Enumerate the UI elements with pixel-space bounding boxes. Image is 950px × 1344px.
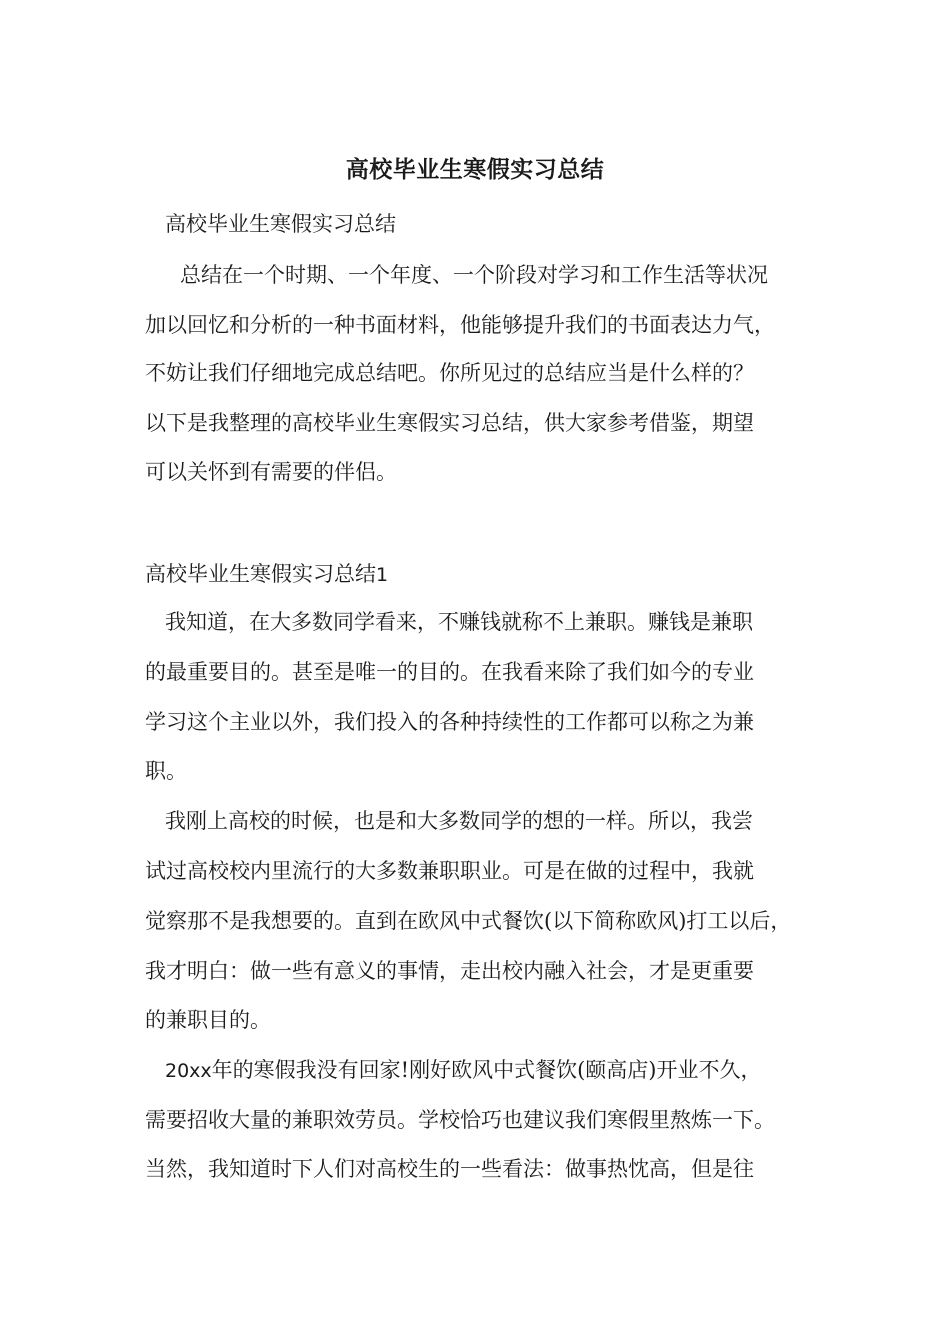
paragraph-line: 我刚上高校的时候，也是和大多数同学的想的一样。所以，我尝 [165,809,753,833]
paragraph-line: 职。 [145,759,187,783]
intro-line: 总结在一个时期、一个年度、一个阶段对学习和工作生活等状况 [180,263,768,287]
paragraph-line: 需要招收大量的兼职效劳员。学校恰巧也建议我们寒假里熬炼一下。 [145,1108,775,1132]
paragraph-line: 我知道，在大多数同学看来，不赚钱就称不上兼职。赚钱是兼职 [165,610,753,634]
paragraph-line: 的兼职目的。 [145,1008,271,1032]
paragraph-line: 的最重要目的。甚至是唯一的目的。在我看来除了我们如今的专业 [145,660,754,684]
intro-line: 可以关怀到有需要的伴侣。 [145,460,397,484]
intro-line: 不妨让我们仔细地完成总结吧。你所见过的总结应当是什么样的？ [145,361,754,385]
section-heading-text: 高校毕业生寒假实习总结 [145,562,376,586]
paragraph-line-rest: 年的寒假我没有回家!刚好欧风中式餐饮(颐高店)开业不久， [211,1058,762,1082]
section-heading [145,559,388,590]
year-text: 20xx [165,1060,212,1082]
paragraph-line [165,1055,762,1086]
paragraph-line: 我才明白：做一些有意义的事情，走出校内融入社会，才是更重要 [145,959,754,983]
document-subtitle: 高校毕业生寒假实习总结 [165,212,396,236]
intro-line: 以下是我整理的高校毕业生寒假实习总结，供大家参考借鉴，期望 [145,411,754,435]
document-title: 高校毕业生寒假实习总结 [345,156,605,183]
paragraph-line: 学习这个主业以外，我们投入的各种持续性的工作都可以称之为兼 [145,710,754,734]
section-heading-number: 1 [376,564,389,586]
paragraph-line: 当然，我知道时下人们对高校生的一些看法：做事热忱高，但是往 [145,1157,754,1181]
paragraph-line: 觉察那不是我想要的。直到在欧风中式餐饮(以下简称欧风)打工以后， [145,909,792,933]
paragraph-line: 试过高校校内里流行的大多数兼职职业。可是在做的过程中，我就 [145,859,754,883]
intro-line: 加以回忆和分析的一种书面材料，他能够提升我们的书面表达力气， [145,313,775,337]
